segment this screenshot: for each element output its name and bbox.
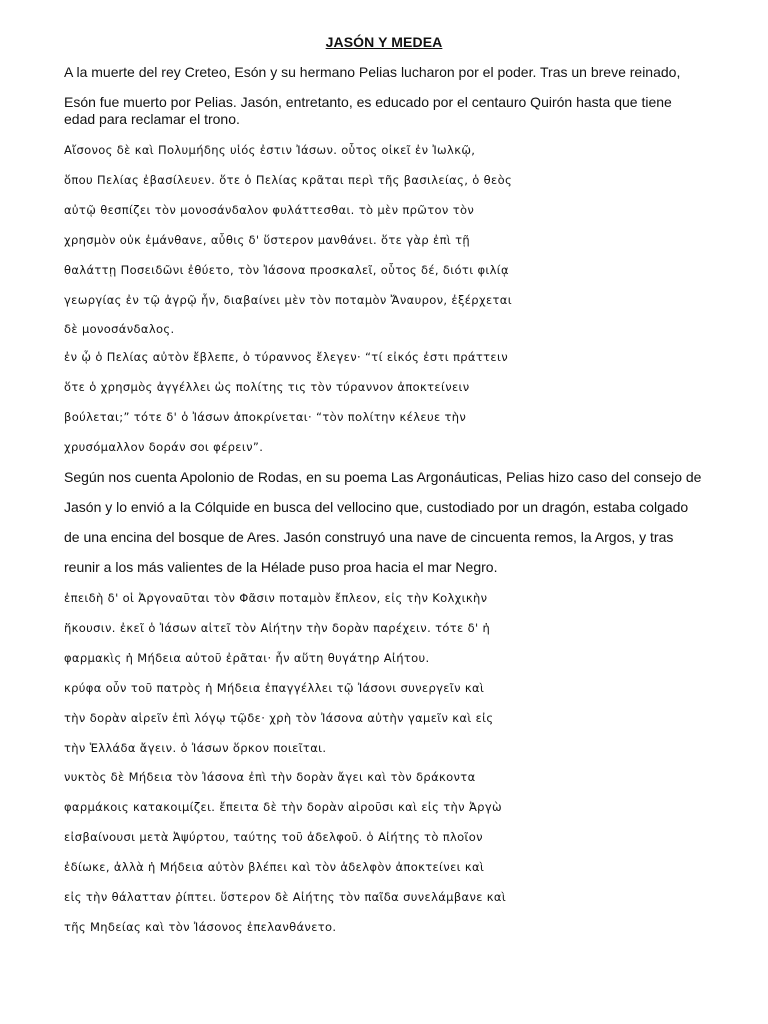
middle-line: de una encina del bosque de Ares. Jasón construyó una nave de cincuenta remos, la Argos, y tras: [64, 529, 674, 545]
middle-line: Según nos cuenta Apolonio de Rodas, en su poema Las Argonáuticas, Pelias hizo caso del consejo de: [64, 469, 702, 485]
greek-line: νυκτὸς δὲ Μήδεια τὸν Ἰάσονα ἐπὶ τὴν δορὰν ἄγει καὶ τὸν δράκοντα: [64, 770, 476, 784]
intro-line: Esón fue muerto por Pelias. Jasón, entretanto, es educado por el centauro Quirón hasta que tiene: [64, 94, 672, 110]
greek-line: χρυσόμαλλον δοράν σοι φέρειν”.: [64, 440, 264, 454]
greek-line: βούλεται;” τότε δ' ὁ Ἰάσων ἀποκρίνεται· “τὸν πολίτην κέλευε τὴν: [64, 410, 467, 424]
middle-line: Jasón y lo envió a la Cólquide en busca del vellocino que, custodiado por un dragón, estaba colgado: [64, 499, 689, 515]
intro-line: edad para reclamar el trono.: [64, 111, 240, 127]
greek-line: ἐν ᾧ ὁ Πελίας αὐτὸν ἔβλεπε, ὁ τύραννος ἔλεγεν· “τί εἰκός ἐστι πράττειν: [64, 350, 508, 364]
greek-line: ὅπου Πελίας ἐβασίλευεν. ὅτε ὁ Πελίας κρᾶται περὶ τῆς βασιλείας, ὁ θεὸς: [64, 173, 513, 187]
greek-line: ἐπειδὴ δ' οἱ Ἀργοναῦται τὸν Φᾶσιν ποταμὸν ἔπλεον, εἰς τὴν Κολχικὴν: [64, 591, 488, 605]
greek-line: θαλάττῃ Ποσειδῶνι ἐθύετο, τὸν Ἰάσονα προσκαλεῖ, οὗτος δέ, διότι φιλίᾳ: [64, 263, 509, 277]
intro-line: A la muerte del rey Creteo, Esón y su hermano Pelias lucharon por el poder. Tras un breve reinado,: [64, 64, 681, 80]
greek-line: αὐτῷ θεσπίζει τὸν μονοσάνδαλον φυλάττεσθαι. τὸ μὲν πρῶτον τὸν: [64, 203, 475, 217]
greek-line: τὴν Ἑλλάδα ἄγειν. ὁ Ἰάσων ὅρκον ποιεῖται.: [64, 741, 327, 755]
greek-line: γεωργίας ἐν τῷ ἀγρῷ ἦν, διαβαίνει μὲν τὸν ποταμὸν Ἄναυρον, ἐξέρχεται: [64, 293, 512, 307]
greek-line: ἥκουσιν. ἐκεῖ ὁ Ἰάσων αἰτεῖ τὸν Αἰήτην τὴν δορὰν παρέχειν. τότε δ' ἡ: [64, 621, 491, 635]
greek-line: φαρμακὶς ἡ Μήδεια αὐτοῦ ἐρᾶται· ἦν αὕτη θυγάτηρ Αἰήτου.: [64, 651, 430, 665]
document-title: JASÓN Y MEDEA: [325, 34, 443, 50]
greek-line: εἰς τὴν θάλατταν ῥίπτει. ὕστερον δὲ Αἰήτης τὸν παῖδα συνελάμβανε καὶ: [64, 890, 507, 904]
greek-line: τὴν δορὰν αἱρεῖν ἐπὶ λόγῳ τῷδε· χρὴ τὸν Ἰάσονα αὐτὴν γαμεῖν καὶ εἰς: [64, 711, 494, 725]
greek-line: τῆς Μηδείας καὶ τὸν Ἰάσονος ἐπελανθάνετο.: [64, 920, 337, 934]
greek-line: δὲ μονοσάνδαλος.: [64, 322, 175, 336]
greek-line: χρησμὸν οὐκ ἐμάνθανε, αὖθις δ' ὕστερον μανθάνει. ὅτε γὰρ ἐπὶ τῇ: [64, 233, 470, 247]
greek-line: Αἴσονος δὲ καὶ Πολυμήδης υἱός ἐστιν Ἰάσων. οὗτος οἰκεῖ ἐν Ἰωλκῷ,: [64, 143, 476, 157]
greek-line: κρύφα οὖν τοῦ πατρὸς ἡ Μήδεια ἐπαγγέλλει τῷ Ἰάσονι συνεργεῖν καὶ: [64, 681, 485, 695]
greek-line: εἰσβαίνουσι μετὰ Ἀψύρτου, ταύτης τοῦ ἀδελφοῦ. ὁ Αἰήτης τὸ πλοῖον: [64, 830, 483, 844]
greek-line: φαρμάκοις κατακοιμίζει. ἔπειτα δὲ τὴν δορὰν αἱροῦσι καὶ εἰς τὴν Ἀργὼ: [64, 800, 502, 814]
greek-line: ἐδίωκε, ἀλλὰ ἡ Μήδεια αὐτὸν βλέπει καὶ τὸν ἀδελφὸν ἀποκτείνει καὶ: [64, 860, 485, 874]
middle-line: reunir a los más valientes de la Hélade puso proa hacia el mar Negro.: [64, 559, 498, 575]
greek-line: ὅτε ὁ χρησμὸς ἀγγέλλει ὡς πολίτης τις τὸν τύραννον ἀποκτείνειν: [64, 380, 470, 394]
